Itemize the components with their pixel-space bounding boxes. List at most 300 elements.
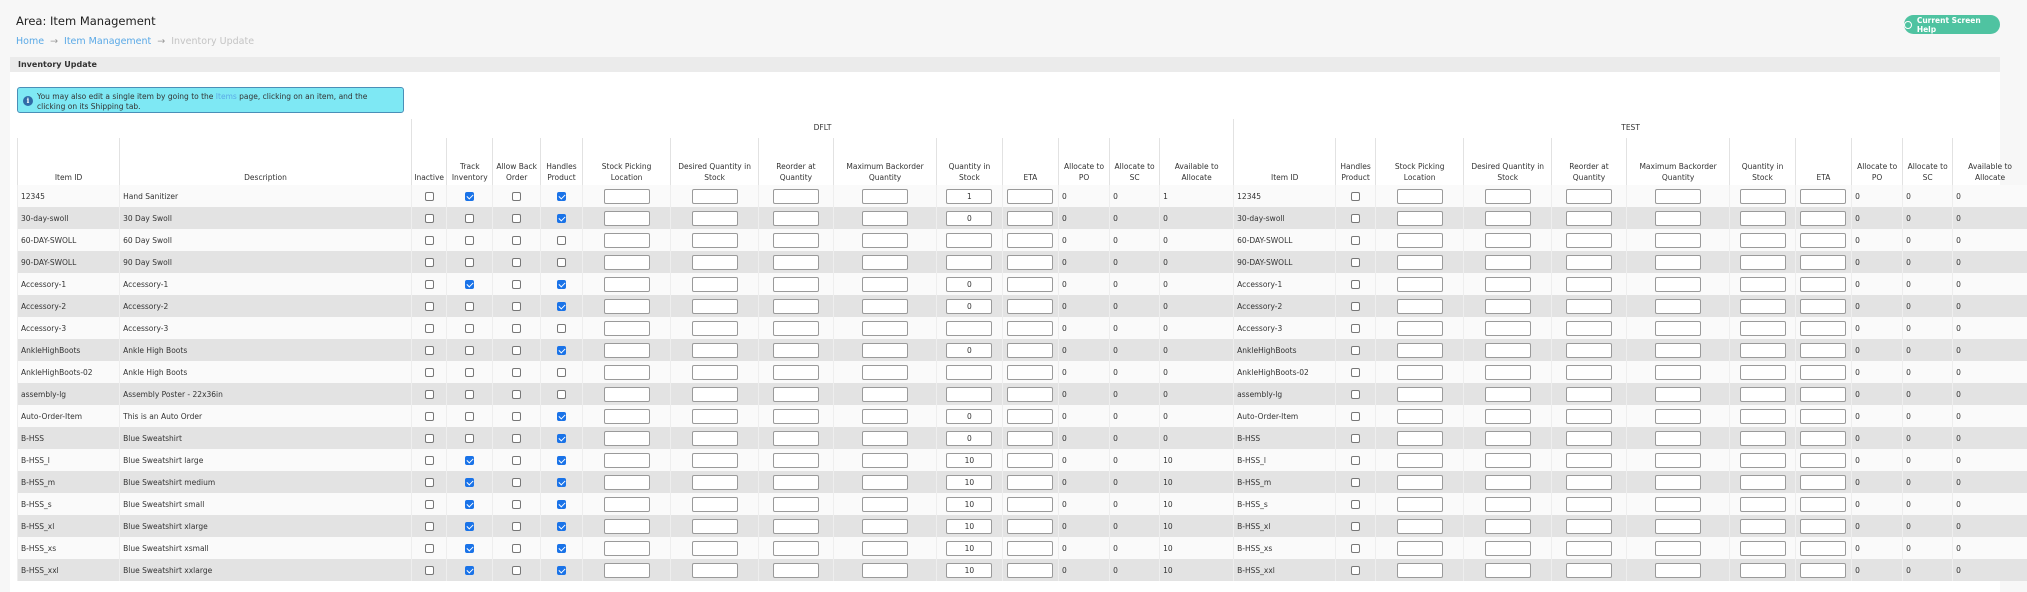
track-inventory-checkbox[interactable] — [465, 434, 474, 443]
inactive-checkbox[interactable] — [425, 434, 434, 443]
stock-picking-location-input[interactable] — [604, 255, 650, 270]
inactive-checkbox[interactable] — [425, 280, 434, 289]
test-desired-quantity-input[interactable] — [1485, 475, 1531, 490]
test-stock-picking-location-input[interactable] — [1397, 255, 1443, 270]
inactive-checkbox[interactable] — [425, 302, 434, 311]
test-desired-quantity-input[interactable] — [1485, 211, 1531, 226]
desired-quantity-input[interactable] — [692, 321, 738, 336]
stock-picking-location-input[interactable] — [604, 453, 650, 468]
stock-picking-location-input[interactable] — [604, 343, 650, 358]
test-handles-product-checkbox[interactable] — [1351, 566, 1360, 575]
max-backorder-quantity-input[interactable] — [862, 409, 908, 424]
desired-quantity-input[interactable] — [692, 189, 738, 204]
test-max-backorder-quantity-input[interactable] — [1655, 563, 1701, 578]
test-desired-quantity-input[interactable] — [1485, 541, 1531, 556]
test-max-backorder-quantity-input[interactable] — [1655, 387, 1701, 402]
max-backorder-quantity-input[interactable] — [862, 497, 908, 512]
handles-product-checkbox[interactable] — [557, 412, 566, 421]
test-stock-picking-location-input[interactable] — [1397, 233, 1443, 248]
test-max-backorder-quantity-input[interactable] — [1655, 233, 1701, 248]
desired-quantity-input[interactable] — [692, 343, 738, 358]
allow-back-order-checkbox[interactable] — [512, 346, 521, 355]
test-handles-product-checkbox[interactable] — [1351, 434, 1360, 443]
handles-product-checkbox[interactable] — [557, 346, 566, 355]
test-reorder-at-quantity-input[interactable] — [1566, 387, 1612, 402]
test-eta-input[interactable] — [1800, 255, 1846, 270]
allow-back-order-checkbox[interactable] — [512, 544, 521, 553]
track-inventory-checkbox[interactable] — [465, 324, 474, 333]
eta-input[interactable] — [1007, 277, 1053, 292]
reorder-at-quantity-input[interactable] — [773, 519, 819, 534]
quantity-in-stock-input[interactable]: 0 — [946, 299, 992, 314]
quantity-in-stock-input[interactable] — [946, 321, 992, 336]
eta-input[interactable] — [1007, 211, 1053, 226]
test-quantity-in-stock-input[interactable] — [1740, 541, 1786, 556]
inactive-checkbox[interactable] — [425, 368, 434, 377]
quantity-in-stock-input[interactable]: 0 — [946, 211, 992, 226]
test-eta-input[interactable] — [1800, 211, 1846, 226]
test-quantity-in-stock-input[interactable] — [1740, 409, 1786, 424]
test-stock-picking-location-input[interactable] — [1397, 563, 1443, 578]
reorder-at-quantity-input[interactable] — [773, 233, 819, 248]
test-max-backorder-quantity-input[interactable] — [1655, 211, 1701, 226]
test-handles-product-checkbox[interactable] — [1351, 302, 1360, 311]
max-backorder-quantity-input[interactable] — [862, 365, 908, 380]
track-inventory-checkbox[interactable] — [465, 258, 474, 267]
test-desired-quantity-input[interactable] — [1485, 409, 1531, 424]
max-backorder-quantity-input[interactable] — [862, 387, 908, 402]
eta-input[interactable] — [1007, 409, 1053, 424]
test-quantity-in-stock-input[interactable] — [1740, 519, 1786, 534]
test-handles-product-checkbox[interactable] — [1351, 258, 1360, 267]
test-desired-quantity-input[interactable] — [1485, 453, 1531, 468]
test-reorder-at-quantity-input[interactable] — [1566, 475, 1612, 490]
test-quantity-in-stock-input[interactable] — [1740, 211, 1786, 226]
test-eta-input[interactable] — [1800, 189, 1846, 204]
quantity-in-stock-input[interactable]: 0 — [946, 277, 992, 292]
track-inventory-checkbox[interactable] — [465, 456, 474, 465]
eta-input[interactable] — [1007, 299, 1053, 314]
desired-quantity-input[interactable] — [692, 431, 738, 446]
eta-input[interactable] — [1007, 475, 1053, 490]
test-reorder-at-quantity-input[interactable] — [1566, 321, 1612, 336]
test-quantity-in-stock-input[interactable] — [1740, 189, 1786, 204]
inactive-checkbox[interactable] — [425, 544, 434, 553]
handles-product-checkbox[interactable] — [557, 478, 566, 487]
test-reorder-at-quantity-input[interactable] — [1566, 541, 1612, 556]
test-reorder-at-quantity-input[interactable] — [1566, 409, 1612, 424]
quantity-in-stock-input[interactable]: 10 — [946, 519, 992, 534]
test-quantity-in-stock-input[interactable] — [1740, 387, 1786, 402]
allow-back-order-checkbox[interactable] — [512, 258, 521, 267]
test-handles-product-checkbox[interactable] — [1351, 346, 1360, 355]
reorder-at-quantity-input[interactable] — [773, 299, 819, 314]
max-backorder-quantity-input[interactable] — [862, 211, 908, 226]
max-backorder-quantity-input[interactable] — [862, 189, 908, 204]
test-quantity-in-stock-input[interactable] — [1740, 233, 1786, 248]
track-inventory-checkbox[interactable] — [465, 368, 474, 377]
test-max-backorder-quantity-input[interactable] — [1655, 277, 1701, 292]
test-handles-product-checkbox[interactable] — [1351, 214, 1360, 223]
handles-product-checkbox[interactable] — [557, 258, 566, 267]
track-inventory-checkbox[interactable] — [465, 302, 474, 311]
test-eta-input[interactable] — [1800, 321, 1846, 336]
test-eta-input[interactable] — [1800, 233, 1846, 248]
test-stock-picking-location-input[interactable] — [1397, 211, 1443, 226]
test-desired-quantity-input[interactable] — [1485, 519, 1531, 534]
test-max-backorder-quantity-input[interactable] — [1655, 343, 1701, 358]
track-inventory-checkbox[interactable] — [465, 478, 474, 487]
max-backorder-quantity-input[interactable] — [862, 321, 908, 336]
quantity-in-stock-input[interactable] — [946, 255, 992, 270]
test-max-backorder-quantity-input[interactable] — [1655, 189, 1701, 204]
reorder-at-quantity-input[interactable] — [773, 475, 819, 490]
desired-quantity-input[interactable] — [692, 255, 738, 270]
desired-quantity-input[interactable] — [692, 299, 738, 314]
max-backorder-quantity-input[interactable] — [862, 431, 908, 446]
test-stock-picking-location-input[interactable] — [1397, 497, 1443, 512]
max-backorder-quantity-input[interactable] — [862, 277, 908, 292]
inactive-checkbox[interactable] — [425, 412, 434, 421]
test-reorder-at-quantity-input[interactable] — [1566, 255, 1612, 270]
eta-input[interactable] — [1007, 255, 1053, 270]
track-inventory-checkbox[interactable] — [465, 500, 474, 509]
handles-product-checkbox[interactable] — [557, 434, 566, 443]
max-backorder-quantity-input[interactable] — [862, 453, 908, 468]
test-max-backorder-quantity-input[interactable] — [1655, 255, 1701, 270]
current-screen-help-button[interactable] — [1904, 15, 2000, 34]
desired-quantity-input[interactable] — [692, 497, 738, 512]
test-reorder-at-quantity-input[interactable] — [1566, 343, 1612, 358]
desired-quantity-input[interactable] — [692, 541, 738, 556]
reorder-at-quantity-input[interactable] — [773, 189, 819, 204]
stock-picking-location-input[interactable] — [604, 409, 650, 424]
test-desired-quantity-input[interactable] — [1485, 233, 1531, 248]
quantity-in-stock-input[interactable] — [946, 233, 992, 248]
test-stock-picking-location-input[interactable] — [1397, 519, 1443, 534]
track-inventory-checkbox[interactable] — [465, 566, 474, 575]
allow-back-order-checkbox[interactable] — [512, 522, 521, 531]
inactive-checkbox[interactable] — [425, 522, 434, 531]
test-quantity-in-stock-input[interactable] — [1740, 255, 1786, 270]
test-reorder-at-quantity-input[interactable] — [1566, 299, 1612, 314]
items-page-link[interactable]: Items — [216, 92, 237, 101]
eta-input[interactable] — [1007, 365, 1053, 380]
handles-product-checkbox[interactable] — [557, 280, 566, 289]
track-inventory-checkbox[interactable] — [465, 214, 474, 223]
max-backorder-quantity-input[interactable] — [862, 299, 908, 314]
max-backorder-quantity-input[interactable] — [862, 519, 908, 534]
handles-product-checkbox[interactable] — [557, 390, 566, 399]
stock-picking-location-input[interactable] — [604, 563, 650, 578]
test-desired-quantity-input[interactable] — [1485, 563, 1531, 578]
test-stock-picking-location-input[interactable] — [1397, 431, 1443, 446]
allow-back-order-checkbox[interactable] — [512, 302, 521, 311]
desired-quantity-input[interactable] — [692, 453, 738, 468]
test-quantity-in-stock-input[interactable] — [1740, 321, 1786, 336]
eta-input[interactable] — [1007, 343, 1053, 358]
test-max-backorder-quantity-input[interactable] — [1655, 321, 1701, 336]
test-handles-product-checkbox[interactable] — [1351, 390, 1360, 399]
test-max-backorder-quantity-input[interactable] — [1655, 409, 1701, 424]
test-max-backorder-quantity-input[interactable] — [1655, 519, 1701, 534]
reorder-at-quantity-input[interactable] — [773, 387, 819, 402]
max-backorder-quantity-input[interactable] — [862, 343, 908, 358]
stock-picking-location-input[interactable] — [604, 299, 650, 314]
eta-input[interactable] — [1007, 453, 1053, 468]
test-max-backorder-quantity-input[interactable] — [1655, 475, 1701, 490]
test-stock-picking-location-input[interactable] — [1397, 475, 1443, 490]
test-eta-input[interactable] — [1800, 431, 1846, 446]
test-quantity-in-stock-input[interactable] — [1740, 365, 1786, 380]
breadcrumb-item-management[interactable]: Item Management — [64, 36, 151, 47]
eta-input[interactable] — [1007, 189, 1053, 204]
test-quantity-in-stock-input[interactable] — [1740, 453, 1786, 468]
test-stock-picking-location-input[interactable] — [1397, 387, 1443, 402]
handles-product-checkbox[interactable] — [557, 236, 566, 245]
test-quantity-in-stock-input[interactable] — [1740, 431, 1786, 446]
inactive-checkbox[interactable] — [425, 456, 434, 465]
test-handles-product-checkbox[interactable] — [1351, 478, 1360, 487]
allow-back-order-checkbox[interactable] — [512, 412, 521, 421]
test-eta-input[interactable] — [1800, 299, 1846, 314]
reorder-at-quantity-input[interactable] — [773, 497, 819, 512]
test-handles-product-checkbox[interactable] — [1351, 192, 1360, 201]
test-stock-picking-location-input[interactable] — [1397, 541, 1443, 556]
test-quantity-in-stock-input[interactable] — [1740, 299, 1786, 314]
allow-back-order-checkbox[interactable] — [512, 478, 521, 487]
track-inventory-checkbox[interactable] — [465, 390, 474, 399]
max-backorder-quantity-input[interactable] — [862, 255, 908, 270]
max-backorder-quantity-input[interactable] — [862, 563, 908, 578]
stock-picking-location-input[interactable] — [604, 233, 650, 248]
test-desired-quantity-input[interactable] — [1485, 299, 1531, 314]
test-eta-input[interactable] — [1800, 563, 1846, 578]
test-max-backorder-quantity-input[interactable] — [1655, 541, 1701, 556]
desired-quantity-input[interactable] — [692, 233, 738, 248]
desired-quantity-input[interactable] — [692, 519, 738, 534]
inactive-checkbox[interactable] — [425, 258, 434, 267]
stock-picking-location-input[interactable] — [604, 321, 650, 336]
allow-back-order-checkbox[interactable] — [512, 280, 521, 289]
test-reorder-at-quantity-input[interactable] — [1566, 497, 1612, 512]
track-inventory-checkbox[interactable] — [465, 192, 474, 201]
reorder-at-quantity-input[interactable] — [773, 211, 819, 226]
test-max-backorder-quantity-input[interactable] — [1655, 497, 1701, 512]
stock-picking-location-input[interactable] — [604, 541, 650, 556]
test-handles-product-checkbox[interactable] — [1351, 456, 1360, 465]
handles-product-checkbox[interactable] — [557, 302, 566, 311]
stock-picking-location-input[interactable] — [604, 475, 650, 490]
test-stock-picking-location-input[interactable] — [1397, 409, 1443, 424]
test-quantity-in-stock-input[interactable] — [1740, 475, 1786, 490]
test-quantity-in-stock-input[interactable] — [1740, 497, 1786, 512]
inactive-checkbox[interactable] — [425, 236, 434, 245]
desired-quantity-input[interactable] — [692, 211, 738, 226]
eta-input[interactable] — [1007, 387, 1053, 402]
eta-input[interactable] — [1007, 497, 1053, 512]
test-eta-input[interactable] — [1800, 365, 1846, 380]
eta-input[interactable] — [1007, 519, 1053, 534]
reorder-at-quantity-input[interactable] — [773, 431, 819, 446]
test-reorder-at-quantity-input[interactable] — [1566, 277, 1612, 292]
test-handles-product-checkbox[interactable] — [1351, 280, 1360, 289]
test-stock-picking-location-input[interactable] — [1397, 189, 1443, 204]
quantity-in-stock-input[interactable]: 0 — [946, 343, 992, 358]
test-handles-product-checkbox[interactable] — [1351, 236, 1360, 245]
test-desired-quantity-input[interactable] — [1485, 189, 1531, 204]
test-stock-picking-location-input[interactable] — [1397, 343, 1443, 358]
eta-input[interactable] — [1007, 431, 1053, 446]
test-stock-picking-location-input[interactable] — [1397, 299, 1443, 314]
test-stock-picking-location-input[interactable] — [1397, 321, 1443, 336]
allow-back-order-checkbox[interactable] — [512, 390, 521, 399]
test-quantity-in-stock-input[interactable] — [1740, 563, 1786, 578]
allow-back-order-checkbox[interactable] — [512, 324, 521, 333]
test-handles-product-checkbox[interactable] — [1351, 544, 1360, 553]
desired-quantity-input[interactable] — [692, 365, 738, 380]
max-backorder-quantity-input[interactable] — [862, 233, 908, 248]
handles-product-checkbox[interactable] — [557, 324, 566, 333]
test-max-backorder-quantity-input[interactable] — [1655, 365, 1701, 380]
desired-quantity-input[interactable] — [692, 475, 738, 490]
track-inventory-checkbox[interactable] — [465, 280, 474, 289]
inactive-checkbox[interactable] — [425, 566, 434, 575]
track-inventory-checkbox[interactable] — [465, 544, 474, 553]
test-desired-quantity-input[interactable] — [1485, 365, 1531, 380]
reorder-at-quantity-input[interactable] — [773, 365, 819, 380]
test-eta-input[interactable] — [1800, 497, 1846, 512]
reorder-at-quantity-input[interactable] — [773, 277, 819, 292]
test-eta-input[interactable] — [1800, 409, 1846, 424]
eta-input[interactable] — [1007, 541, 1053, 556]
track-inventory-checkbox[interactable] — [465, 522, 474, 531]
stock-picking-location-input[interactable] — [604, 365, 650, 380]
desired-quantity-input[interactable] — [692, 387, 738, 402]
desired-quantity-input[interactable] — [692, 277, 738, 292]
allow-back-order-checkbox[interactable] — [512, 236, 521, 245]
quantity-in-stock-input[interactable]: 10 — [946, 475, 992, 490]
test-handles-product-checkbox[interactable] — [1351, 500, 1360, 509]
test-stock-picking-location-input[interactable] — [1397, 365, 1443, 380]
inactive-checkbox[interactable] — [425, 192, 434, 201]
quantity-in-stock-input[interactable]: 10 — [946, 497, 992, 512]
track-inventory-checkbox[interactable] — [465, 412, 474, 421]
test-desired-quantity-input[interactable] — [1485, 343, 1531, 358]
test-handles-product-checkbox[interactable] — [1351, 522, 1360, 531]
test-reorder-at-quantity-input[interactable] — [1566, 211, 1612, 226]
inactive-checkbox[interactable] — [425, 478, 434, 487]
stock-picking-location-input[interactable] — [604, 189, 650, 204]
reorder-at-quantity-input[interactable] — [773, 409, 819, 424]
reorder-at-quantity-input[interactable] — [773, 255, 819, 270]
inactive-checkbox[interactable] — [425, 324, 434, 333]
stock-picking-location-input[interactable] — [604, 387, 650, 402]
test-eta-input[interactable] — [1800, 343, 1846, 358]
test-eta-input[interactable] — [1800, 453, 1846, 468]
test-reorder-at-quantity-input[interactable] — [1566, 453, 1612, 468]
test-handles-product-checkbox[interactable] — [1351, 368, 1360, 377]
eta-input[interactable] — [1007, 563, 1053, 578]
inactive-checkbox[interactable] — [425, 500, 434, 509]
quantity-in-stock-input[interactable]: 0 — [946, 409, 992, 424]
test-max-backorder-quantity-input[interactable] — [1655, 299, 1701, 314]
reorder-at-quantity-input[interactable] — [773, 343, 819, 358]
test-eta-input[interactable] — [1800, 541, 1846, 556]
stock-picking-location-input[interactable] — [604, 211, 650, 226]
quantity-in-stock-input[interactable] — [946, 387, 992, 402]
test-desired-quantity-input[interactable] — [1485, 321, 1531, 336]
test-desired-quantity-input[interactable] — [1485, 497, 1531, 512]
allow-back-order-checkbox[interactable] — [512, 434, 521, 443]
allow-back-order-checkbox[interactable] — [512, 500, 521, 509]
test-max-backorder-quantity-input[interactable] — [1655, 453, 1701, 468]
breadcrumb-home[interactable]: Home — [16, 36, 44, 47]
quantity-in-stock-input[interactable]: 0 — [946, 431, 992, 446]
test-desired-quantity-input[interactable] — [1485, 277, 1531, 292]
quantity-in-stock-input[interactable]: 10 — [946, 563, 992, 578]
test-reorder-at-quantity-input[interactable] — [1566, 431, 1612, 446]
allow-back-order-checkbox[interactable] — [512, 368, 521, 377]
test-desired-quantity-input[interactable] — [1485, 431, 1531, 446]
test-eta-input[interactable] — [1800, 519, 1846, 534]
reorder-at-quantity-input[interactable] — [773, 321, 819, 336]
test-reorder-at-quantity-input[interactable] — [1566, 563, 1612, 578]
test-stock-picking-location-input[interactable] — [1397, 277, 1443, 292]
stock-picking-location-input[interactable] — [604, 431, 650, 446]
handles-product-checkbox[interactable] — [557, 368, 566, 377]
quantity-in-stock-input[interactable]: 10 — [946, 453, 992, 468]
test-eta-input[interactable] — [1800, 277, 1846, 292]
allow-back-order-checkbox[interactable] — [512, 192, 521, 201]
stock-picking-location-input[interactable] — [604, 519, 650, 534]
test-reorder-at-quantity-input[interactable] — [1566, 519, 1612, 534]
reorder-at-quantity-input[interactable] — [773, 541, 819, 556]
test-stock-picking-location-input[interactable] — [1397, 453, 1443, 468]
allow-back-order-checkbox[interactable] — [512, 456, 521, 465]
max-backorder-quantity-input[interactable] — [862, 541, 908, 556]
stock-picking-location-input[interactable] — [604, 497, 650, 512]
quantity-in-stock-input[interactable]: 1 — [946, 189, 992, 204]
handles-product-checkbox[interactable] — [557, 566, 566, 575]
quantity-in-stock-input[interactable] — [946, 365, 992, 380]
test-eta-input[interactable] — [1800, 475, 1846, 490]
test-reorder-at-quantity-input[interactable] — [1566, 189, 1612, 204]
test-quantity-in-stock-input[interactable] — [1740, 277, 1786, 292]
handles-product-checkbox[interactable] — [557, 544, 566, 553]
inactive-checkbox[interactable] — [425, 214, 434, 223]
stock-picking-location-input[interactable] — [604, 277, 650, 292]
handles-product-checkbox[interactable] — [557, 456, 566, 465]
quantity-in-stock-input[interactable]: 10 — [946, 541, 992, 556]
inactive-checkbox[interactable] — [425, 390, 434, 399]
handles-product-checkbox[interactable] — [557, 500, 566, 509]
test-reorder-at-quantity-input[interactable] — [1566, 365, 1612, 380]
reorder-at-quantity-input[interactable] — [773, 563, 819, 578]
test-quantity-in-stock-input[interactable] — [1740, 343, 1786, 358]
track-inventory-checkbox[interactable] — [465, 236, 474, 245]
max-backorder-quantity-input[interactable] — [862, 475, 908, 490]
inactive-checkbox[interactable] — [425, 346, 434, 355]
test-reorder-at-quantity-input[interactable] — [1566, 233, 1612, 248]
reorder-at-quantity-input[interactable] — [773, 453, 819, 468]
desired-quantity-input[interactable] — [692, 563, 738, 578]
track-inventory-checkbox[interactable] — [465, 346, 474, 355]
handles-product-checkbox[interactable] — [557, 522, 566, 531]
handles-product-checkbox[interactable] — [557, 214, 566, 223]
test-eta-input[interactable] — [1800, 387, 1846, 402]
eta-input[interactable] — [1007, 321, 1053, 336]
